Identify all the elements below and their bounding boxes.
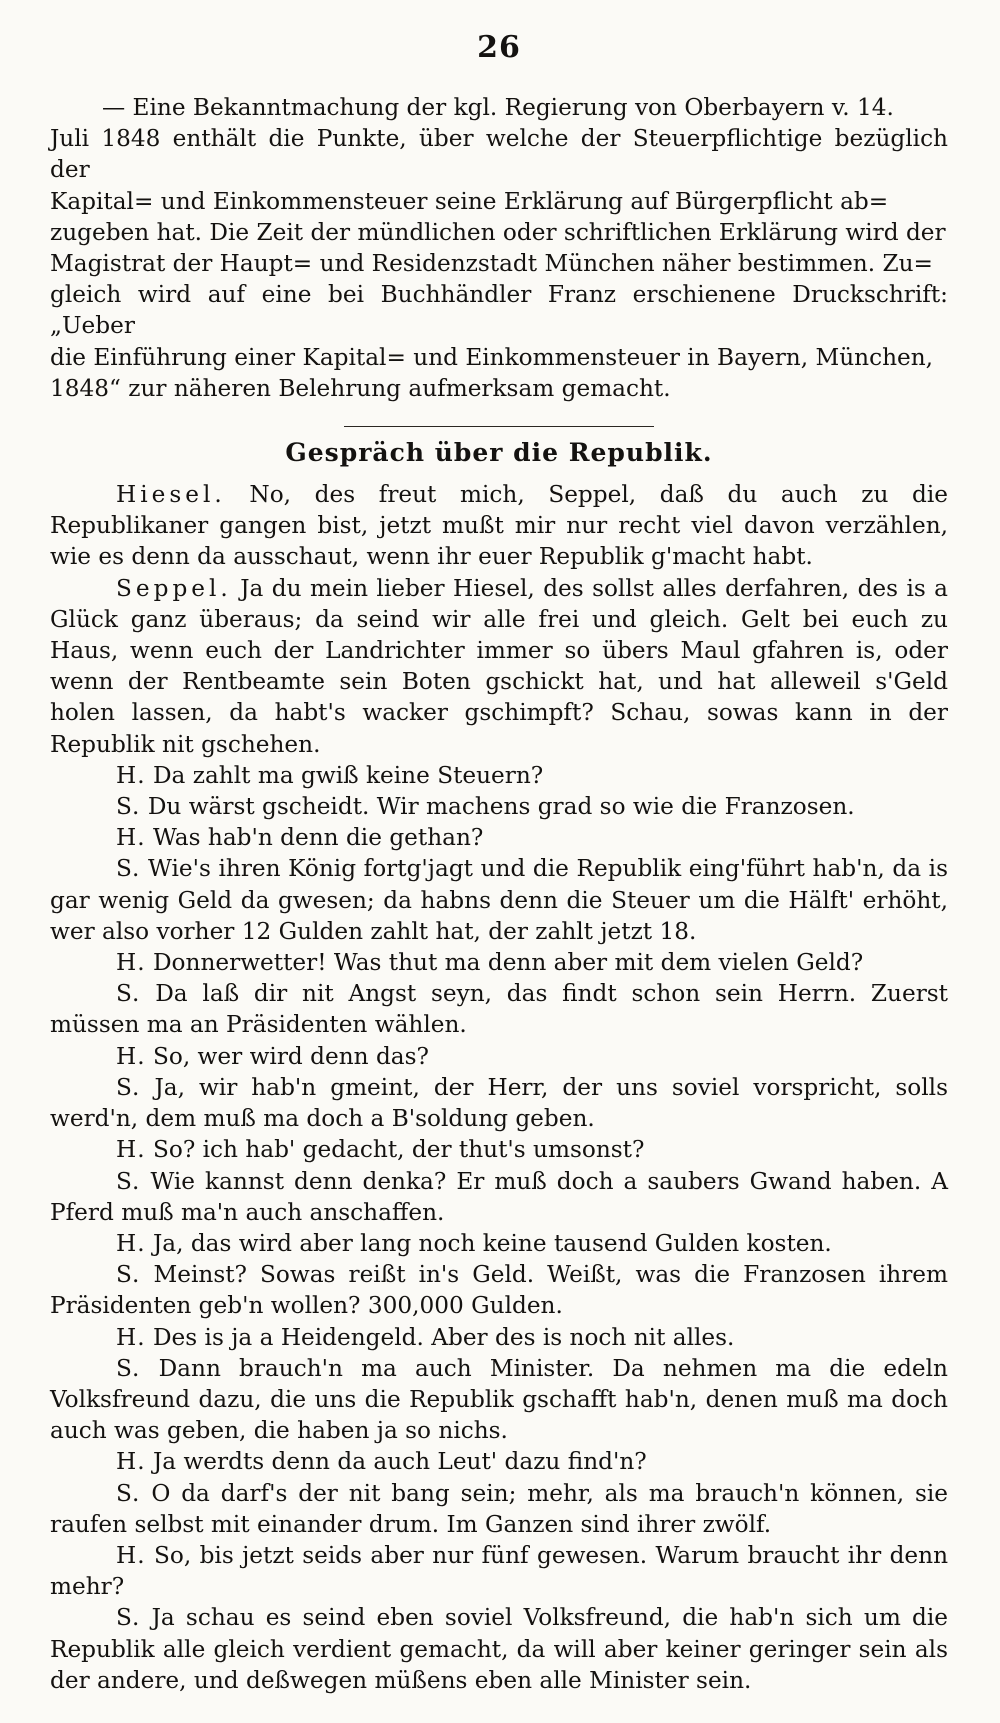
notice-line: Juli 1848 enthält die Punkte, über welche der Steuerpflichtige bezüglich der bbox=[50, 125, 948, 184]
dialogue-text: Ja werdts denn da auch Leut' dazu find'n? bbox=[152, 1448, 647, 1476]
speaker-name: Hiesel. bbox=[116, 481, 226, 509]
dialogue-turn bbox=[50, 1041, 948, 1072]
section-title: Gespräch über die Republik. bbox=[285, 438, 713, 468]
dialogue bbox=[50, 479, 948, 1696]
dialogue-turn bbox=[50, 822, 948, 853]
speaker-name: S. bbox=[116, 855, 141, 883]
speaker-name: Seppel. bbox=[116, 574, 232, 602]
dialogue-text: So, bis jetzt seids aber nur fünf gewesen. Warum braucht ihr denn mehr? bbox=[50, 1541, 949, 1601]
dialogue-turn bbox=[50, 791, 948, 822]
dialogue-text: Da zahlt ma gwiß keine Steuern? bbox=[152, 761, 544, 789]
dialogue-text: Ja du mein lieber Hiesel, des sollst alles derfahren, des is a Glück ganz überaus; da seind wir alle frei und gleich. Gelt bei euch zu Haus, wenn euch der Landrichter immer so übers Maul gfahren is, oder wenn der Rentbeamte sein Boten gschickt hat, und hat alleweil s'Geld holen lassen, da habt's wacker gschimpft? Schau, sowas kann in der Republik nit gschehen. bbox=[50, 574, 948, 758]
notice-line: Kapital= und Einkommensteuer seine Erklärung auf Bürgerpflicht ab= bbox=[50, 187, 889, 215]
dialogue-text: Ja, das wird aber lang noch keine tausend Gulden kosten. bbox=[152, 1229, 832, 1257]
dialogue-turn bbox=[50, 1134, 948, 1165]
speaker-name: H. bbox=[116, 1541, 146, 1569]
dialogue-turn bbox=[50, 1228, 948, 1259]
dialogue-text: O da darf's der nit bang sein; mehr, als ma brauch'n können, sie raufen selbst mit einander drum. Im Ganzen sind ihrer zwölf. bbox=[50, 1479, 948, 1538]
dialogue-turn bbox=[50, 947, 948, 978]
dialogue-turn bbox=[50, 1446, 948, 1477]
section-divider bbox=[344, 426, 654, 427]
speaker-name: S. bbox=[116, 1479, 141, 1507]
notice-line: die Einführung einer Kapital= und Einkommensteuer in Bayern, München, bbox=[50, 343, 934, 371]
dialogue-text: Ja, wir hab'n gmeint, der Herr, der uns soviel vorspricht, solls werd'n, dem muß ma doch a B'soldung geben. bbox=[50, 1073, 948, 1133]
speaker-name: S. bbox=[116, 1167, 141, 1195]
dialogue-turn bbox=[50, 1602, 948, 1696]
dialogue-turn bbox=[50, 573, 948, 760]
speaker-name: H. bbox=[116, 1136, 146, 1164]
dialogue-text: Was hab'n denn die gethan? bbox=[152, 824, 484, 852]
dialogue-text: Dann brauch'n ma auch Minister. Da nehmen ma die edeln Volksfreund dazu, die uns die Republik gschafft hab'n, denen muß ma doch auch was geben, die haben ja so nichs. bbox=[50, 1354, 948, 1445]
dialogue-text: Meinst? Sowas reißt in's Geld. Weißt, was die Franzosen ihrem Präsidenten geb'n wollen? 300,000 Gulden. bbox=[50, 1261, 949, 1320]
notice-line: gleich wird auf eine bei Buchhändler Franz erschienene Druckschrift: „Ueber bbox=[50, 281, 948, 340]
speaker-name: S. bbox=[116, 980, 141, 1008]
speaker-name: H. bbox=[116, 1042, 146, 1070]
dialogue-text: Des is ja a Heidengeld. Aber des is noch nit alles. bbox=[152, 1323, 735, 1351]
dialogue-text: No, des freut mich, Seppel, daß du auch zu die Republikaner gangen bist, jetzt mußt mir nur recht viel davon verzählen, wie es denn da ausschaut, wenn ihr euer Republik g'macht habt. bbox=[50, 481, 948, 571]
dialogue-text: Wie's ihren König fortg'jagt und die Republik eing'führt hab'n, da is gar wenig Geld da gwesen; da habns denn die Steuer um die Hälft' erhöht, wer also vorher 12 Gulden zahlt hat, der zahlt jetzt 18. bbox=[50, 855, 948, 945]
notice-line: Magistrat der Haupt= und Residenzstadt München näher bestimmen. Zu= bbox=[50, 250, 933, 278]
speaker-name: H. bbox=[116, 761, 146, 789]
speaker-name: S. bbox=[116, 1354, 141, 1382]
dialogue-text: Wie kannst denn denka? Er muß doch a saubers Gwand haben. A Pferd muß ma'n auch anschaffen. bbox=[50, 1167, 949, 1226]
speaker-name: H. bbox=[116, 824, 146, 852]
dialogue-text: Da laß dir nit Angst seyn, das findt schon sein Herrn. Zuerst müssen ma an Präsidenten wählen. bbox=[50, 980, 948, 1039]
speaker-name: H. bbox=[116, 1229, 146, 1257]
speaker-name: H. bbox=[116, 949, 146, 977]
dialogue-turn bbox=[50, 1353, 948, 1447]
speaker-name: S. bbox=[116, 1261, 141, 1289]
speaker-name: S. bbox=[116, 1604, 141, 1632]
dialogue-turn bbox=[50, 760, 948, 791]
notice-paragraph bbox=[50, 92, 948, 404]
dialogue-text: So? ich hab' gedacht, der thut's umsonst? bbox=[152, 1136, 645, 1164]
dialogue-text: Du wärst gscheidt. Wir machens grad so wie die Franzosen. bbox=[147, 793, 855, 821]
dialogue-text: Ja schau es seind eben soviel Volksfreund, die hab'n sich um die Republik alle gleich verdient gemacht, da will aber keiner geringer sein als der andere, und deßwegen müßens eben alle Minister sein. bbox=[50, 1604, 948, 1694]
speaker-name: H. bbox=[116, 1448, 146, 1476]
notice-line: 1848“ zur näheren Belehrung aufmerksam gemacht. bbox=[50, 374, 671, 402]
dialogue-text: Donnerwetter! Was thut ma denn aber mit dem vielen Geld? bbox=[152, 949, 864, 977]
dialogue-turn bbox=[50, 853, 948, 947]
speaker-name: S. bbox=[116, 793, 141, 821]
dialogue-turn bbox=[50, 1322, 948, 1353]
dialogue-turn bbox=[50, 978, 948, 1040]
notice-line: zugeben hat. Die Zeit der mündlichen oder schriftlichen Erklärung wird der bbox=[50, 218, 946, 246]
page-number: 26 bbox=[477, 30, 521, 65]
dialogue-turn bbox=[50, 479, 948, 573]
dialogue-turn bbox=[50, 1478, 948, 1540]
dialogue-turn bbox=[50, 1166, 948, 1228]
dialogue-turn bbox=[50, 1072, 948, 1134]
dialogue-turn bbox=[50, 1540, 948, 1602]
speaker-name: S. bbox=[116, 1073, 141, 1101]
dialogue-turn bbox=[50, 1259, 948, 1321]
notice-line: — Eine Bekanntmachung der kgl. Regierung von Oberbayern v. 14. bbox=[102, 94, 894, 121]
speaker-name: H. bbox=[116, 1323, 146, 1351]
dialogue-text: So, wer wird denn das? bbox=[152, 1042, 429, 1070]
